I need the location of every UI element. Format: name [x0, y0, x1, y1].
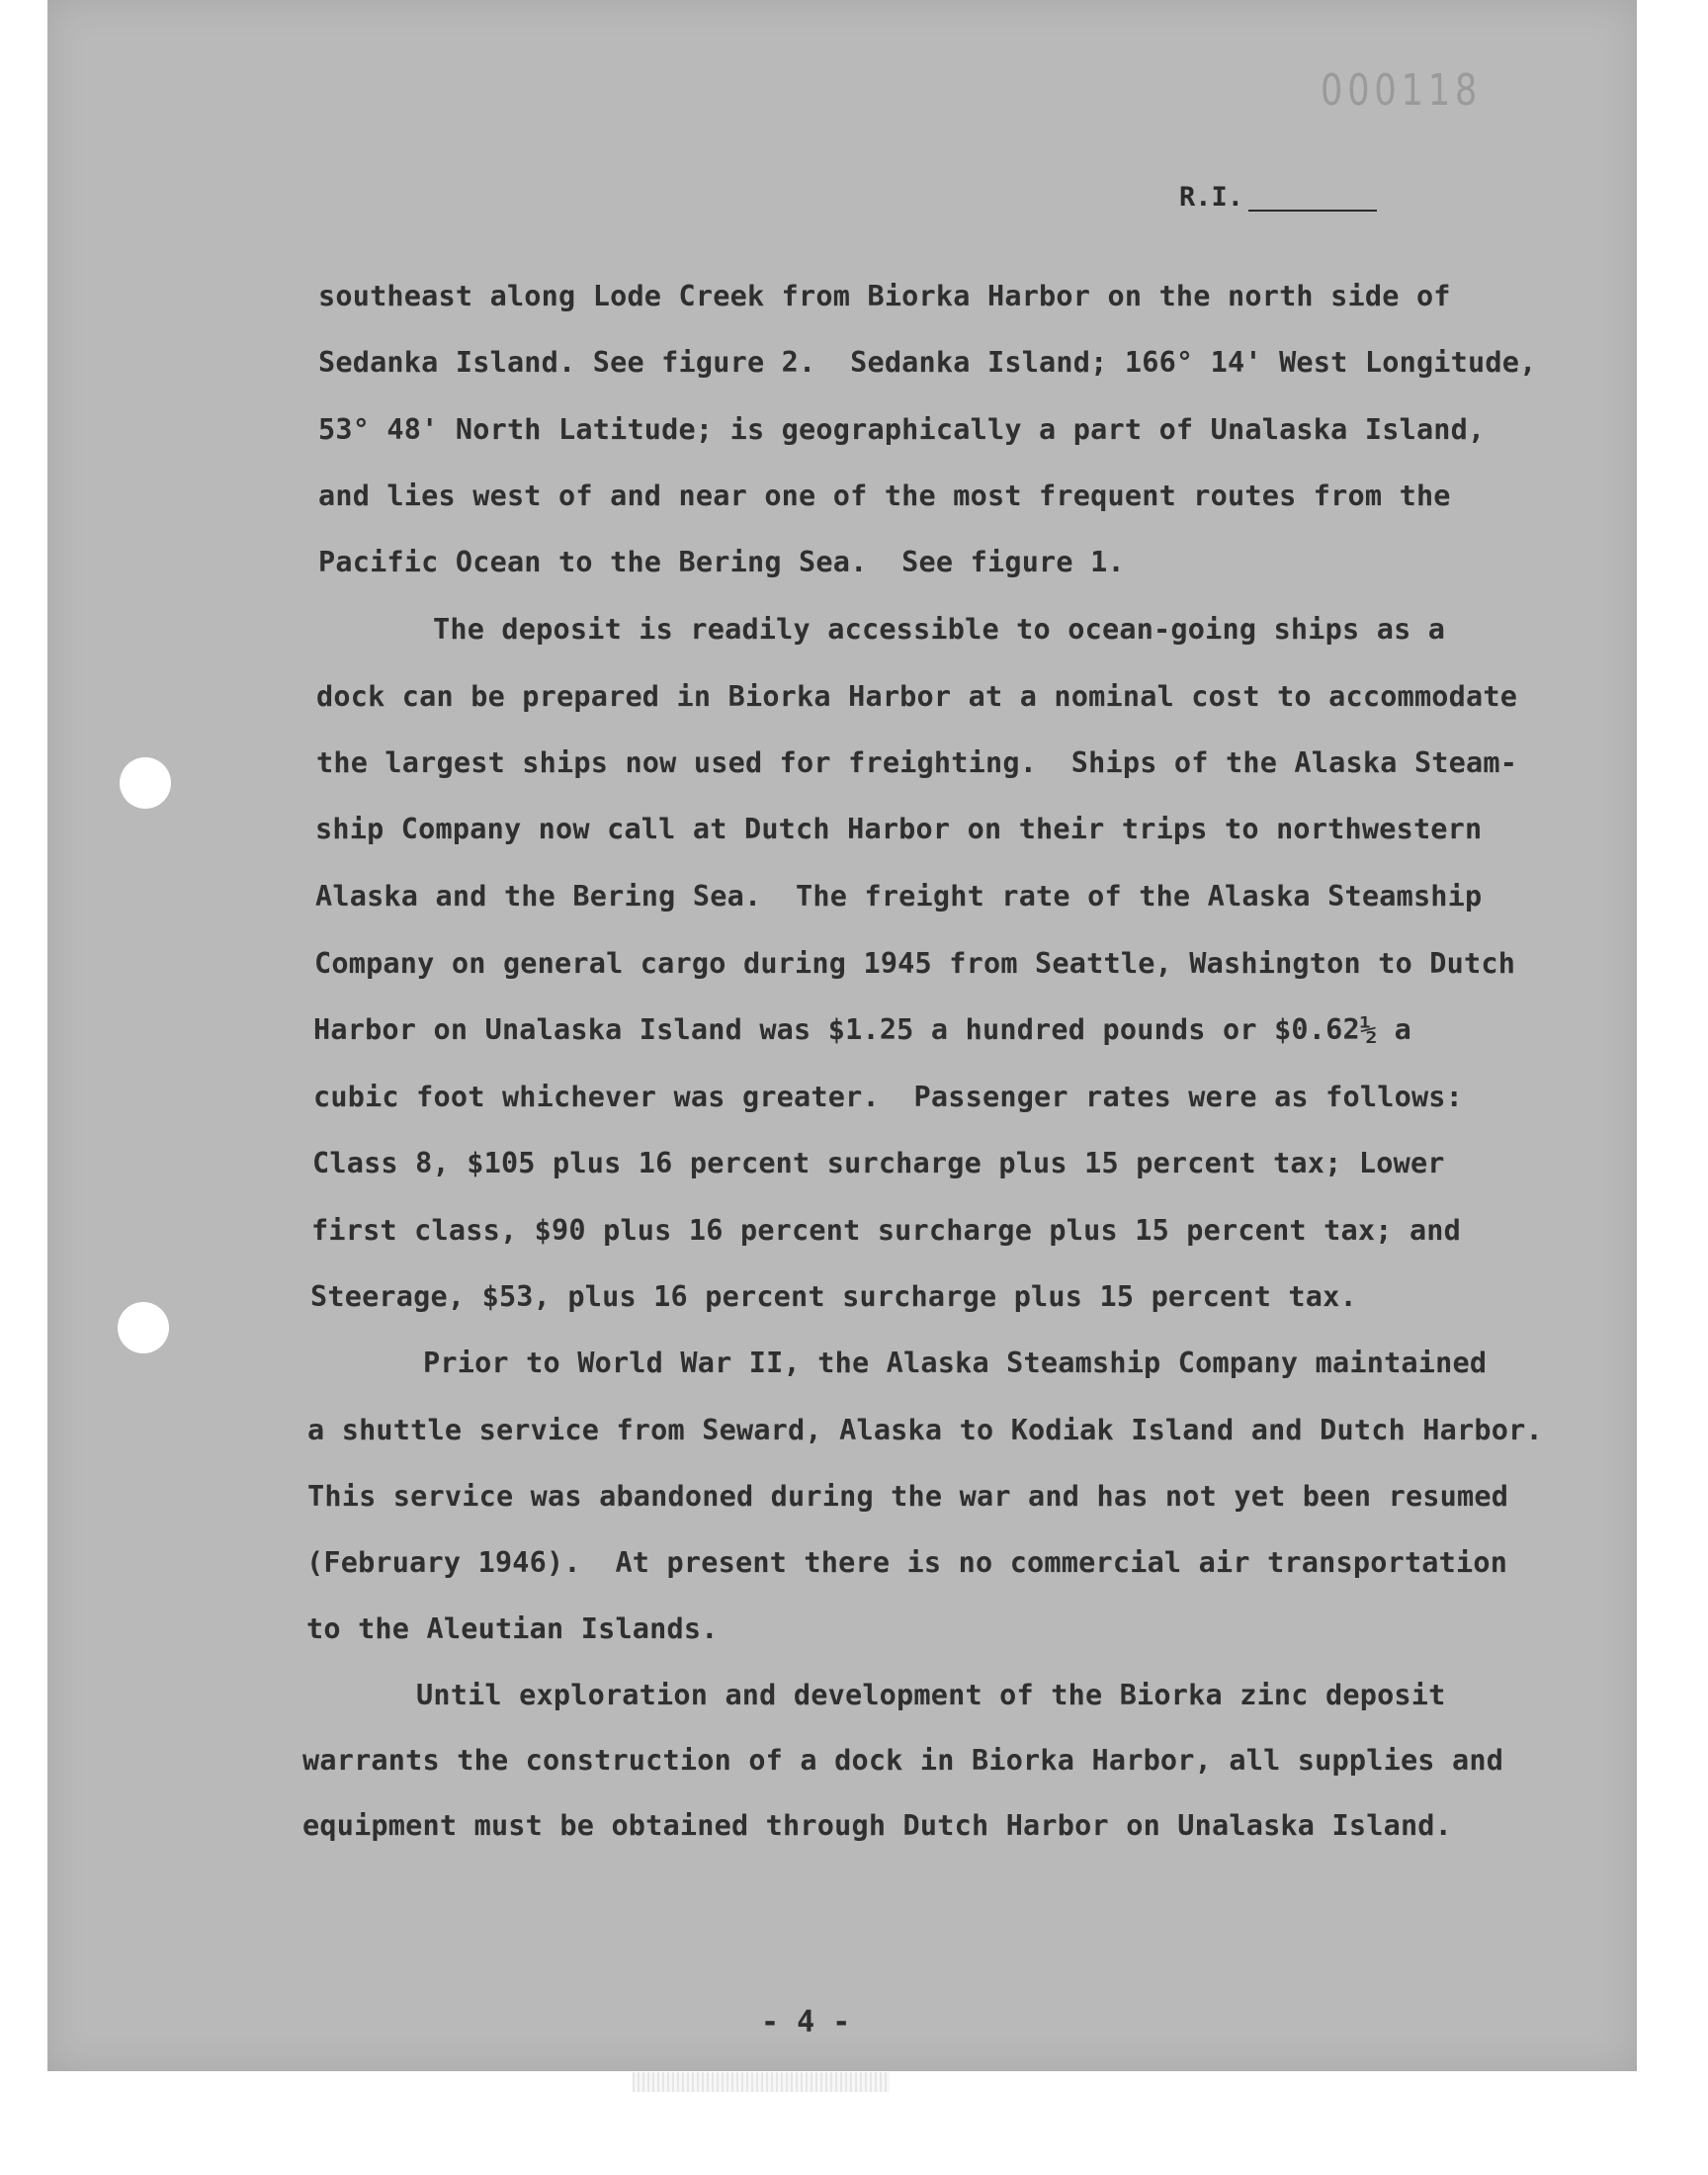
text-line: to the Aleutian Islands.	[306, 1612, 719, 1645]
text-line: Steerage, $53, plus 16 percent surcharge plus 15 percent tax.	[310, 1280, 1357, 1313]
text-line: equipment must be obtained through Dutch Harbor on Unalaska Island.	[302, 1809, 1453, 1842]
text-line: southeast along Lode Creek from Biorka Harbor on the north side of	[318, 280, 1451, 312]
text-line: ship Company now call at Dutch Harbor on their trips to northwestern	[315, 813, 1483, 845]
text-line: Harbor on Unalaska Island was $1.25 a hundred pounds or $0.62½ a	[313, 1013, 1411, 1046]
text-line: Company on general cargo during 1945 from Seattle, Washington to Dutch	[314, 947, 1516, 980]
text-line: a shuttle service from Seward, Alaska to Kodiak Island and Dutch Harbor.	[307, 1414, 1543, 1446]
text-line: This service was abandoned during the war and has not yet been resumed	[307, 1480, 1509, 1513]
scan-edge-artifact	[633, 2072, 890, 2092]
text-line: Pacific Ocean to the Bering Sea. See figure 1.	[318, 546, 1125, 578]
text-line: and lies west of and near one of the most frequent routes from the	[318, 479, 1451, 512]
text-line: cubic foot whichever was greater. Passenger rates were as follows:	[313, 1081, 1464, 1113]
text-line: Class 8, $105 plus 16 percent surcharge plus 15 percent tax; Lower	[312, 1147, 1445, 1179]
page-number: - 4 -	[761, 2005, 851, 2040]
text-line: Alaska and the Bering Sea. The freight rate of the Alaska Steamship	[315, 880, 1483, 913]
text-line: 53° 48' North Latitude; is geographically a part of Unalaska Island,	[318, 413, 1486, 446]
text-line: The deposit is readily accessible to ocean-going ships as a	[433, 613, 1446, 646]
text-line: first class, $90 plus 16 percent surcharge plus 15 percent tax; and	[311, 1214, 1462, 1247]
text-line: Until exploration and development of the Biorka zinc deposit	[416, 1679, 1446, 1711]
report-number-label: R.I.	[1179, 182, 1244, 213]
text-line: (February 1946). At present there is no commercial air transportation	[306, 1546, 1508, 1579]
text-line: Prior to World War II, the Alaska Steamship Company maintained	[423, 1347, 1488, 1379]
text-line: dock can be prepared in Biorka Harbor at a nominal cost to accommodate	[316, 680, 1518, 713]
text-line: Sedanka Island. See figure 2. Sedanka Island; 166° 14' West Longitude,	[318, 346, 1537, 379]
text-line: warrants the construction of a dock in Biorka Harbor, all supplies and	[302, 1744, 1504, 1777]
archive-stamp-number: 000118	[1321, 65, 1483, 116]
text-line: the largest ships now used for freighting. Ships of the Alaska Steam-	[316, 746, 1518, 779]
